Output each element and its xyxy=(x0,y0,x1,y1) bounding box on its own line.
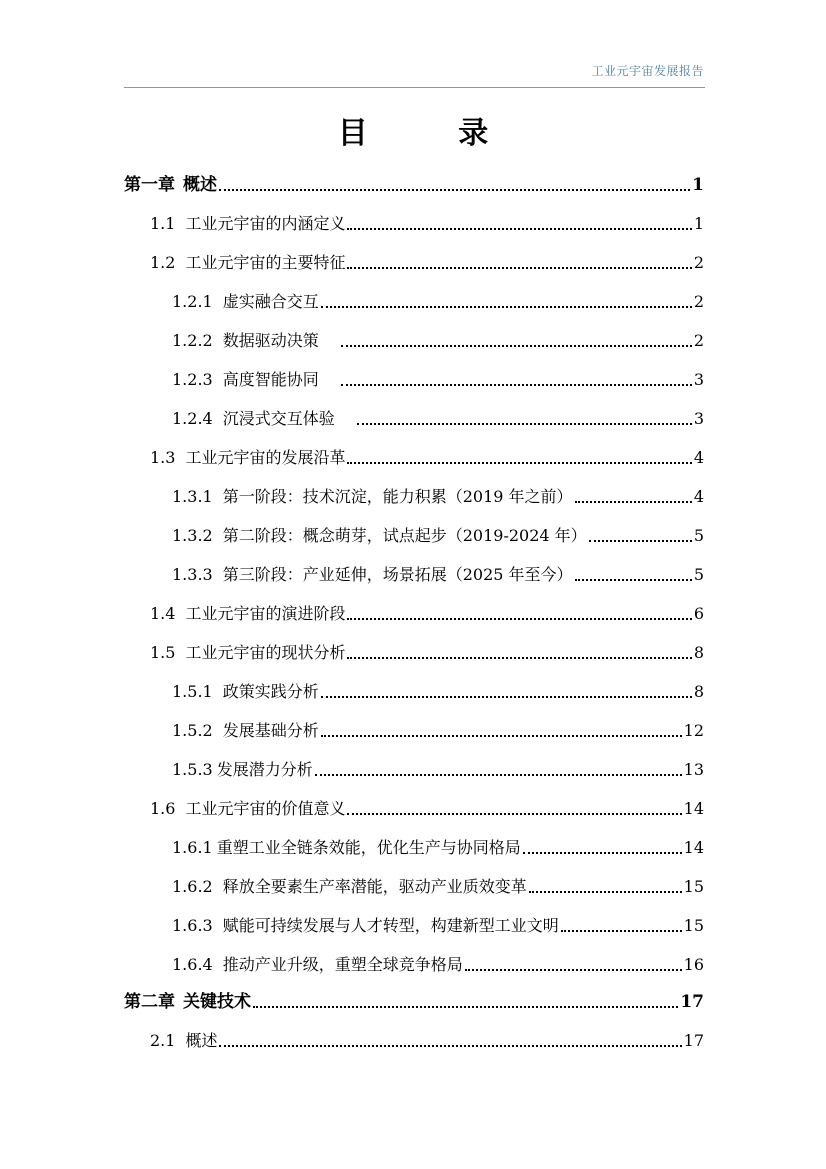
dot-leader xyxy=(523,852,682,854)
toc-entry-page: 1 xyxy=(692,175,704,195)
running-header: 工业元宇宙发展报告 xyxy=(591,64,704,78)
toc-entry-page: 5 xyxy=(693,526,704,545)
toc-entry-1-6-3[interactable] xyxy=(172,913,704,937)
toc-entry-1-5-3[interactable] xyxy=(172,757,704,781)
dot-leader xyxy=(219,1045,681,1047)
toc-entry-number: 1.6.3 xyxy=(172,916,213,935)
toc-entry-title: 概述 xyxy=(185,1031,218,1050)
toc-entry-title: 赋能可持续发展与人才转型，构建新型工业文明 xyxy=(222,916,559,935)
toc-entry-number: 1.3.1 xyxy=(172,487,213,506)
toc-entry-title: 工业元宇宙的演进阶段 xyxy=(185,604,346,623)
toc-entry-page: 14 xyxy=(683,799,704,818)
toc-entry-page: 3 xyxy=(693,409,704,428)
toc-entry-title: 发展基础分析 xyxy=(222,721,319,740)
toc-entry-title: 第一阶段：技术沉淀，能力积累（2019 年之前） xyxy=(222,487,573,506)
dot-leader xyxy=(347,462,691,464)
toc-entry-1-6-1[interactable] xyxy=(172,835,704,859)
toc-entry-title: 工业元宇宙的主要特征 xyxy=(185,253,346,272)
toc-entry-number: 1.5.3 xyxy=(172,760,213,779)
toc-entry-1-3-2[interactable] xyxy=(172,523,704,547)
dot-leader xyxy=(575,501,692,503)
toc-entry-1-5-2[interactable] xyxy=(172,718,704,742)
toc-entry-page: 13 xyxy=(683,760,704,779)
dot-leader xyxy=(253,1006,678,1008)
toc-entry-number: 1.2 xyxy=(150,253,176,272)
toc-entry-1-2-1[interactable] xyxy=(172,289,704,313)
toc-entry-title: 沉浸式交互体验 xyxy=(222,409,335,428)
toc-entry-title: 工业元宇宙的价值意义 xyxy=(185,799,346,818)
toc-entry-page: 1 xyxy=(693,214,704,233)
toc-entry-title: 释放全要素生产率潜能，驱动产业质效变革 xyxy=(222,877,527,896)
toc-entry-1-6[interactable] xyxy=(150,796,704,820)
toc-entry-2-1[interactable] xyxy=(150,1028,704,1052)
dot-leader xyxy=(315,774,682,776)
toc-entry-number: 1.5.2 xyxy=(172,721,213,740)
toc-entry-number: 第二章 xyxy=(124,992,175,1012)
toc-entry-1-4[interactable] xyxy=(150,601,704,625)
dot-leader xyxy=(347,813,681,815)
dot-leader xyxy=(341,384,692,386)
toc-entry-number: 1.3.3 xyxy=(172,565,213,584)
toc-entry-number: 1.5 xyxy=(150,643,176,662)
toc-entry-title: 第三阶段：产业延伸，场景拓展（2025 年至今） xyxy=(222,565,573,584)
toc-entry-1-2-4[interactable] xyxy=(172,406,704,430)
toc-entry-title: 发展潜力分析 xyxy=(216,760,313,779)
toc-entry-1-2-2[interactable] xyxy=(172,328,704,352)
toc-entry-number: 1.6.2 xyxy=(172,877,213,896)
toc-entry-1-6-2[interactable] xyxy=(172,874,704,898)
toc-entry-title: 第二阶段：概念萌芽，试点起步（2019-2024 年） xyxy=(222,526,587,545)
toc-entry-page: 3 xyxy=(693,370,704,389)
toc-entry-page: 8 xyxy=(693,682,704,701)
dot-leader xyxy=(561,930,682,932)
toc-entry-title: 推动产业升级，重塑全球竞争格局 xyxy=(222,955,463,974)
toc-entry-number: 1.3.2 xyxy=(172,526,213,545)
toc-entry-1-3-1[interactable] xyxy=(172,484,704,508)
toc-entry-title: 数据驱动决策 xyxy=(222,331,319,350)
toc-entry-title: 工业元宇宙的发展沿革 xyxy=(185,448,346,467)
toc-entry-number: 2.1 xyxy=(150,1031,176,1050)
toc-entry-title: 关键技术 xyxy=(183,992,251,1012)
toc-entry-page: 16 xyxy=(683,955,704,974)
dot-leader xyxy=(347,618,691,620)
toc-entry-page: 8 xyxy=(693,643,704,662)
dot-leader xyxy=(347,657,691,659)
toc-entry-1-3[interactable] xyxy=(150,445,704,469)
toc-entry-page: 4 xyxy=(693,448,704,467)
dot-leader xyxy=(219,189,690,191)
dot-leader xyxy=(341,345,692,347)
toc-entry-1-5[interactable] xyxy=(150,640,704,664)
dot-leader xyxy=(321,306,692,308)
toc-entry-number: 1.2.4 xyxy=(172,409,213,428)
toc-entry-1-5-1[interactable] xyxy=(172,679,704,703)
toc-entry-1-3-3[interactable] xyxy=(172,562,704,586)
toc-title: 目 录 xyxy=(337,116,529,151)
toc-entry-title: 工业元宇宙的内涵定义 xyxy=(185,214,346,233)
toc-entry-title: 概述 xyxy=(183,175,217,195)
toc-entry-page: 2 xyxy=(693,292,704,311)
dot-leader xyxy=(529,891,682,893)
toc-entry-chapter-2[interactable] xyxy=(124,989,704,1013)
toc-entry-title: 高度智能协同 xyxy=(222,370,319,389)
toc-entry-title: 重塑工业全链条效能，优化生产与协同格局 xyxy=(216,838,521,857)
toc-entry-1-1[interactable] xyxy=(150,211,704,235)
toc-entry-number: 1.1 xyxy=(150,214,176,233)
toc-entry-page: 17 xyxy=(683,1031,704,1050)
toc-entry-page: 2 xyxy=(693,331,704,350)
toc-entry-page: 14 xyxy=(683,838,704,857)
toc-entry-number: 第一章 xyxy=(124,175,175,195)
toc-entry-chapter-1[interactable] xyxy=(124,172,704,196)
toc-entry-1-2-3[interactable] xyxy=(172,367,704,391)
dot-leader xyxy=(589,540,692,542)
toc-entry-number: 1.6.1 xyxy=(172,838,213,857)
dot-leader xyxy=(357,423,692,425)
toc-entry-page: 5 xyxy=(693,565,704,584)
toc-entry-number: 1.2.3 xyxy=(172,370,213,389)
toc-entry-number: 1.6 xyxy=(150,799,176,818)
toc-entry-number: 1.2.1 xyxy=(172,292,213,311)
dot-leader xyxy=(321,735,682,737)
toc-entry-number: 1.3 xyxy=(150,448,176,467)
toc-entry-page: 4 xyxy=(693,487,704,506)
toc-entry-page: 2 xyxy=(693,253,704,272)
toc-entry-number: 1.4 xyxy=(150,604,176,623)
toc-entry-number: 1.2.2 xyxy=(172,331,213,350)
dot-leader xyxy=(347,228,691,230)
dot-leader xyxy=(321,696,692,698)
toc-entry-page: 15 xyxy=(683,916,704,935)
toc-entry-page: 15 xyxy=(683,877,704,896)
dot-leader xyxy=(575,579,692,581)
toc-entry-title: 政策实践分析 xyxy=(222,682,319,701)
toc-entry-1-2[interactable] xyxy=(150,250,704,274)
toc-entry-1-6-4[interactable] xyxy=(172,952,704,976)
dot-leader xyxy=(465,969,682,971)
toc-entry-title: 工业元宇宙的现状分析 xyxy=(185,643,346,662)
toc-entry-number: 1.6.4 xyxy=(172,955,213,974)
dot-leader xyxy=(347,267,691,269)
toc-entry-number: 1.5.1 xyxy=(172,682,213,701)
toc-entry-title: 虚实融合交互 xyxy=(222,292,319,311)
toc-entry-page: 17 xyxy=(680,992,704,1012)
toc-entry-page: 12 xyxy=(683,721,704,740)
toc-entry-page: 6 xyxy=(693,604,704,623)
